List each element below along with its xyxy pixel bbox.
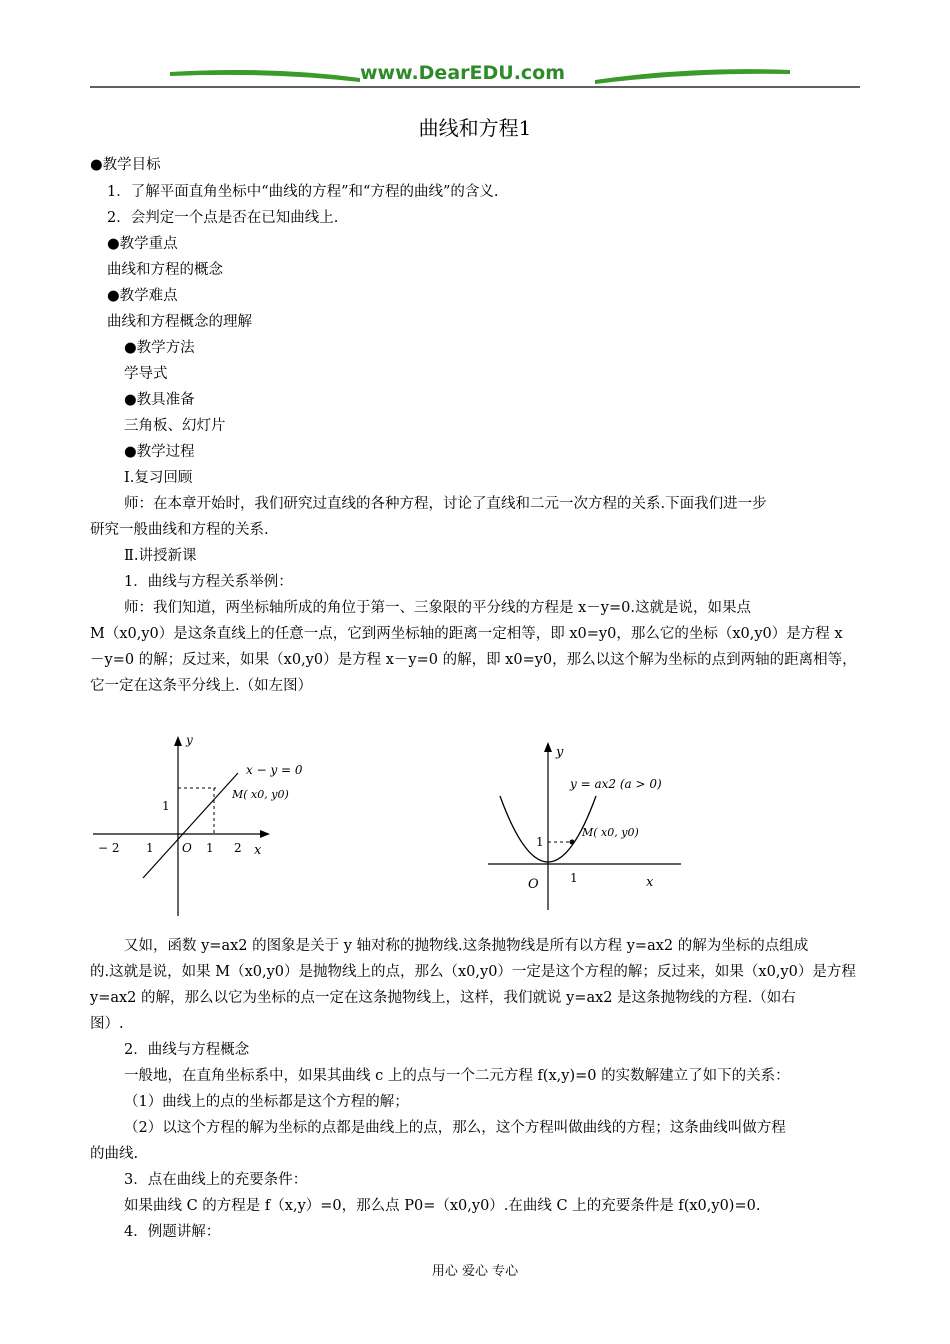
section-tools: ●教具准备	[124, 392, 195, 408]
text-line: 师：在本章开始时，我们研究过直线的各种方程，讨论了直线和二元一次方程的关系.下面我们进一步	[124, 496, 767, 512]
section-process: ●教学过程	[124, 444, 195, 460]
text-line: 又如，函数 y=ax2 的图象是关于 y 轴对称的抛物线.这条抛物线是所有以方程 y=ax2 的解为坐标的点组成	[124, 938, 809, 954]
text-line: 研究一般曲线和方程的关系.	[90, 522, 269, 538]
page-footer: 用心 爱心 专心	[431, 1264, 519, 1279]
fig-left-tick-2: 2	[234, 841, 242, 855]
section-key-points: ●教学重点	[107, 236, 178, 252]
section-difficulties: ●教学难点	[107, 288, 178, 304]
fig-left-x-label: x	[254, 843, 262, 858]
fig-left-equation: x − y = 0	[246, 763, 303, 777]
text-line: 一般地，在直角坐标系中，如果其曲线 c 上的点与一个二元方程 f(x,y)=0 的实数解建立了如下的关系：	[124, 1068, 790, 1084]
fig-right-y-label: y	[556, 745, 564, 760]
subsection-examples: 4．例题讲解：	[124, 1224, 221, 1240]
fig-right-tick-y1: 1	[536, 835, 544, 849]
fig-left-tick-neg1: 1	[146, 841, 154, 855]
text-line: （2）以这个方程的解为坐标的点都是曲线上的点，那么，这个方程叫做曲线的方程；这条曲线叫做方程	[124, 1120, 786, 1136]
page-title: 曲线和方程1	[418, 116, 532, 140]
text-line: 1．了解平面直角坐标中“曲线的方程”和“方程的曲线”的含义.	[107, 184, 499, 200]
text-line: 曲线和方程概念的理解	[107, 314, 252, 330]
fig-right-point-label: M( x0, y0)	[582, 826, 639, 839]
text-line: 的.这就是说，如果 M（x0,y0）是抛物线上的点，那么（x0,y0）一定是这个方程的解；反过来，如果（x0,y0）是方程	[90, 964, 856, 980]
fig-left-tick-1: 1	[206, 841, 214, 855]
fig-left-tick-y1: 1	[162, 799, 170, 813]
fig-left-origin: O	[182, 841, 192, 855]
fig-left-tick-neg2: − 2	[98, 841, 120, 855]
text-line: M（x0,y0）是这条直线上的任意一点，它到两坐标轴的距离一定相等，即 x0=y0，那么它的坐标（x0,y0）是方程 x	[90, 626, 843, 642]
figure-right-parabola	[486, 738, 686, 913]
fig-right-origin: O	[528, 877, 539, 892]
fig-right-tick-x1: 1	[570, 871, 578, 885]
text-line: 1．曲线与方程关系举例：	[124, 574, 293, 590]
fig-left-y-label: y	[186, 733, 193, 747]
text-line: 师：我们知道，两坐标轴所成的角位于第一、三象限的平分线的方程是 x－y=0.这就是说，如果点	[124, 600, 751, 616]
section-objectives: ●教学目标	[90, 157, 161, 173]
header-logo-text: www.DearEDU.com	[360, 62, 566, 84]
fig-right-x-label: x	[646, 875, 654, 890]
text-line: y=ax2 的解，那么以它为坐标的点一定在这条抛物线上，这样，我们就说 y=ax2 是这条抛物线的方程.（如右	[90, 990, 796, 1006]
subsection-review: Ⅰ.复习回顾	[124, 470, 193, 486]
subsection-condition: 3．点在曲线上的充要条件：	[124, 1172, 308, 1188]
text-line: 三角板、幻灯片	[124, 418, 226, 434]
text-line: －y=0 的解；反过来，如果（x0,y0）是方程 x－y=0 的解，即 x0=y0，那么以这个解为坐标的点到两轴的距离相等，	[90, 652, 857, 668]
subsection-concept: 2．曲线与方程概念	[124, 1042, 250, 1058]
text-line: 它一定在这条平分线上.（如左图）	[90, 678, 313, 694]
text-line: 学导式	[124, 366, 168, 382]
text-line: 曲线和方程的概念	[107, 262, 223, 278]
text-line: （1）曲线上的点的坐标都是这个方程的解；	[124, 1094, 409, 1110]
fig-left-point-label: M( x0, y0)	[232, 788, 289, 801]
subsection-new-lesson: Ⅱ.讲授新课	[124, 548, 197, 564]
text-line: 2．会判定一个点是否在已知曲线上.	[107, 210, 339, 226]
figure-left-line	[88, 728, 318, 918]
section-method: ●教学方法	[124, 340, 195, 356]
text-line: 图）.	[90, 1016, 124, 1032]
text-line: 的曲线.	[90, 1146, 139, 1162]
fig-right-equation: y = ax2 (a > 0)	[570, 777, 662, 791]
header-banner	[90, 60, 860, 90]
text-line: 如果曲线 C 的方程是 f（x,y）=0，那么点 P0=（x0,y0）.在曲线 C 上的充要条件是 f(x0,y0)=0.	[124, 1198, 761, 1214]
